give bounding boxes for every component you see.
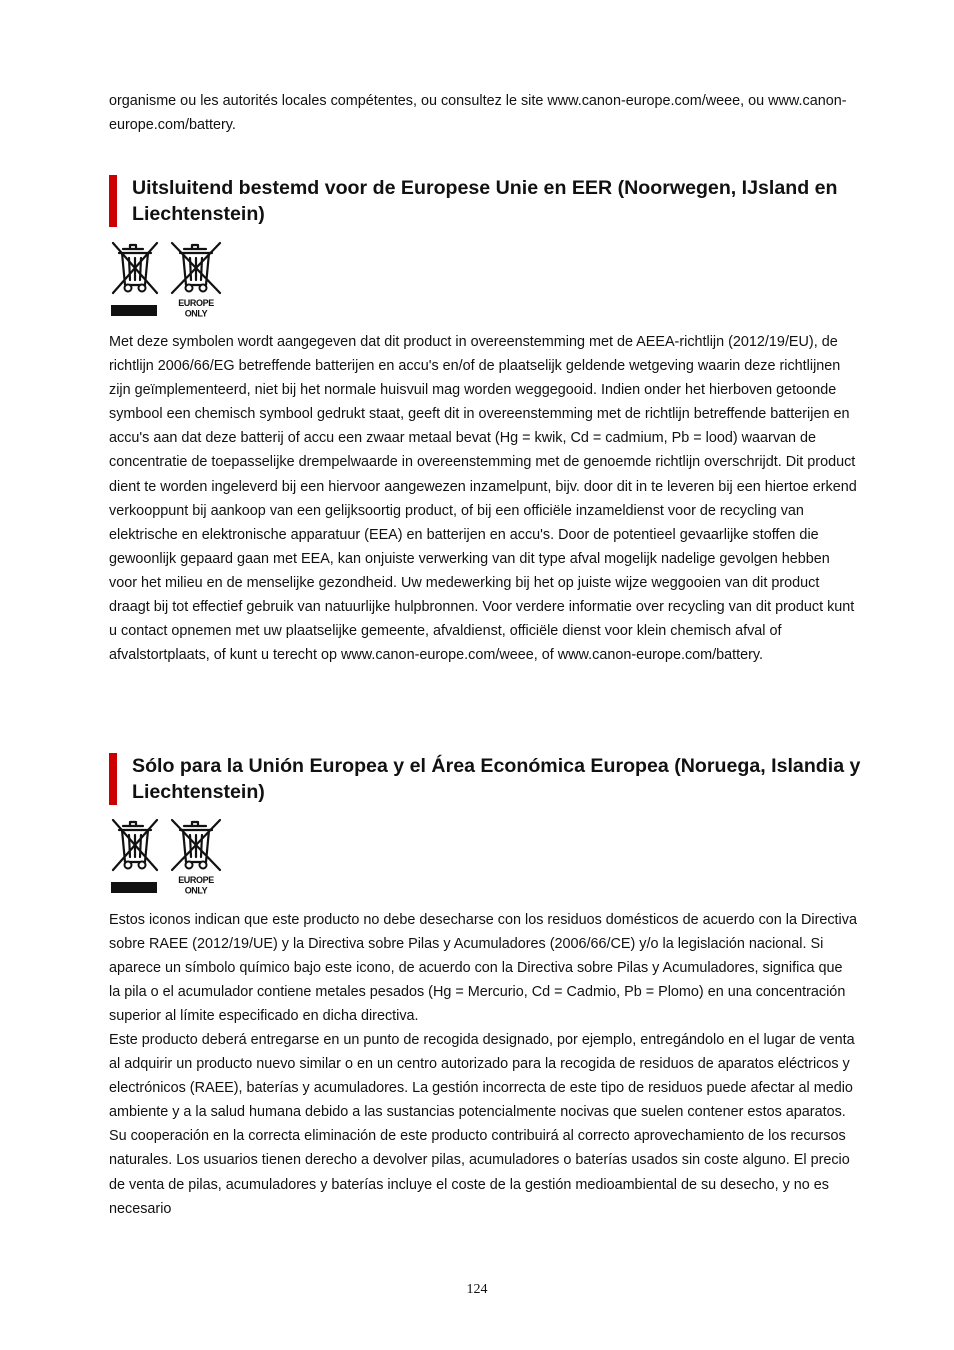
crossed-bin-icon: [166, 241, 226, 297]
section-body-spanish-2: Este producto deberá entregarse en un punto de recogida designado, por ejemplo, entregándolo en el lugar de venta al adquirir un producto nuevo similar o en un centro autorizado para la recogida de residuos de aparatos eléctricos y electrónicos (RAEE), baterías y acumuladores. La gestión incorrecta de este tipo de residuos puede afectar al medio ambiente y a la salud humana debido a las sustancias potencialmente nocivas que suelen contener estos aparatos. Su cooperación en la correcta eliminación de este producto contribuirá al correcto aprovechamiento de los recursos naturales. Los usuarios tienen derecho a devolver pilas, acumuladores o baterías usados sin coste alguno. El precio de venta de pilas, acumuladores y baterías incluye el coste de la gestión medioambiental de su desecho, y no es necesario: [109, 1032, 855, 1217]
intro-paragraph: organisme ou les autorités locales compétentes, ou consultez le site www.canon-europe.com/weee, ou www.canon-europe.com/battery.: [109, 93, 847, 134]
crossed-bin-icon: [109, 241, 161, 319]
weee-symbols-dutch: [109, 241, 227, 319]
page-number: 124: [466, 1282, 488, 1297]
europe-only-label: EUROPE ONLY: [178, 874, 214, 896]
section-heading-spanish: Sólo para la Unión Europea y el Área Económica Europea (Noruega, Islandia y Liechtenstein): [109, 753, 877, 805]
crossed-bin-icon: [109, 818, 161, 896]
section-body-dutch: Met deze symbolen wordt aangegeven dat dit product in overeenstemming met de AEEA-richtlijn (2012/19/EU), de richtlijn 2006/66/EG betreffende batterijen en accu's en/of de plaatselijk geldende wetgeving waarin deze richtlijnen zijn geïmplementeerd, niet bij het normale huisvuil mag worden weggegooid. Indien onder het hierboven getoonde symbool een chemisch symbool gedrukt staat, geeft dit in overeenstemming met de richtlijn betreffende batterijen en accu's aan dat deze batterij of accu een zwaar metaal bevat (Hg = kwik, Cd = cadmium, Pb = lood) waarvan de concentratie de toepasselijke drempelwaarde in overeenstemming met de genoemde richtlijn overschrijdt. Dit product dient te worden ingeleverd bij een hiervoor aangewezen inzamelpunt, bijv. door dit in te leveren bij een hiertoe erkend verkooppunt bij aankoop van een gelijksoortig product, of bij een officiële inzameldienst voor de recycling van elektrische en elektronische apparatuur (EEA) en batterijen en accu's. Door de potentieel gevaarlijke stoffen die gewoonlijk gepaard gaan met EEA, kan onjuiste verwerking van dit type afval mogelijk nadelige gevolgen hebben voor het milieu en de menselijke gezondheid. Uw medewerking bij het op juiste wijze weggooien van dit product draagt bij tot effectief gebruik van natuurlijke hulpbronnen. Voor verdere informatie over recycling van dit product kunt u contact opnemen met uw plaatselijke gemeente, afvaldienst, officiële dienst voor klein chemisch afval of afvalstortplaats, of kunt u terecht op www.canon-europe.com/weee, of www.canon-europe.com/battery.: [109, 334, 857, 664]
section-body-spanish-1: Estos iconos indican que este producto no debe desecharse con los residuos domésticos de acuerdo con la Directiva sobre RAEE (2012/19/UE) y la Directiva sobre Pilas y Acumuladores (2006/66/CE) y/o la legislación nacional. Si aparece un símbolo químico bajo este icono, de acuerdo con la Directiva sobre Pilas y Acumuladores, significa que la pila o el acumulador contiene metales pesados (Hg = Mercurio, Cd = Cadmio, Pb = Plomo) en una concentración superior al límite especificado en dicha directiva.: [109, 912, 857, 1025]
europe-only-label: EUROPE ONLY: [178, 297, 214, 319]
weee-symbols-spanish: [109, 818, 227, 896]
crossed-bin-icon: [166, 818, 226, 874]
section-heading-dutch: Uitsluitend bestemd voor de Europese Unie en EER (Noorwegen, IJsland en Liechtenstein): [109, 175, 877, 227]
